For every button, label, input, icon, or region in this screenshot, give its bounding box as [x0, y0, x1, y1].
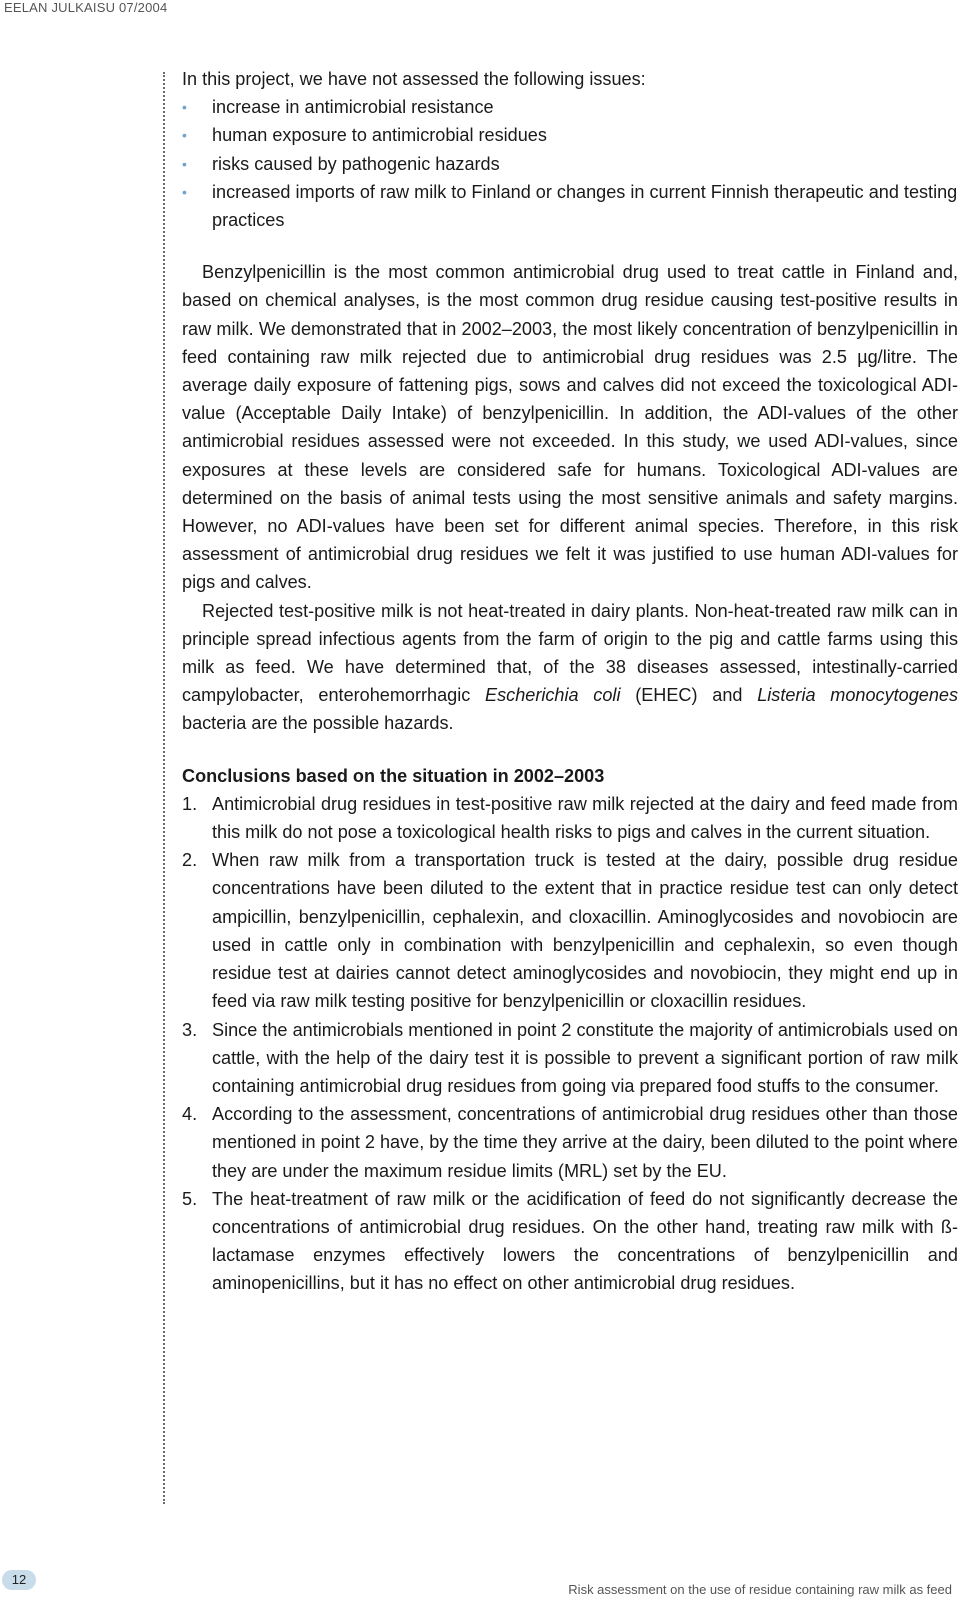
bullet-icon: •: [182, 155, 187, 172]
conclusions-heading: Conclusions based on the situation in 2002–2003: [182, 765, 605, 786]
running-footer: Risk assessment on the use of residue containing raw milk as feed: [568, 1582, 952, 1597]
conclusions-list: [182, 790, 958, 1298]
paragraph-benzylpenicillin: Benzylpenicillin is the most common antimicrobial drug used to treat cattle in Finland and, based on chemical analyses, is the most common drug residue causing test-positive results in raw milk. We demonstrated that in 2002–2003, the most likely concentration of benzylpenicillin in feed containing raw milk rejected due to antimicrobial drug residues was 2.5 µg/litre. The average daily exposure of fattening pigs, sows and calves did not exceed the toxicological ADI-value (Acceptable Daily Intake) of benzylpenicillin. In addition, the ADI-values of the other antimicrobial residues assessed were not exceeded. In this study, we used ADI-values, since exposures at these levels are considered safe for humans. Toxicological ADI-values are determined on the basis of animal tests using the most sensitive animals and safety margins. However, no ADI-values have been set for different animal species. Therefore, in this risk assessment of antimicrobial drug residues we felt it was justified to use human ADI-values for pigs and calves.: [182, 262, 958, 593]
species-name-ecoli: Escherichia coli: [485, 685, 621, 706]
item-number: 2.: [182, 850, 198, 871]
main-content: [182, 65, 958, 1298]
list-item-text: When raw milk from a transportation truck is tested at the dairy, possible drug residue concentrations have been diluted to the extent that in practice residue test can only detect ampicillin, benzylpenicillin, cephalexin, and cloxacillin. Aminoglycosides and novobiocin are used in cattle only in combination with benzylpenicillin and cephalexin, so even though residue test at dairies cannot detect aminoglycosides and novobiocin, they might end up in feed via raw milk testing positive for benzylpenicillin or cloxacillin residues.: [212, 850, 958, 1012]
list-item-text: risks caused by pathogenic hazards: [212, 153, 500, 174]
paragraph-text: (EHEC) and: [620, 685, 758, 706]
item-number: 1.: [182, 793, 198, 814]
bullet-icon: •: [182, 99, 187, 116]
running-header: EELAN JULKAISU 07/2004: [4, 0, 168, 15]
list-item-text: increase in antimicrobial resistance: [212, 97, 494, 118]
list-item: [182, 178, 958, 234]
paragraph-pathogens: [182, 597, 958, 738]
species-name-listeria: Listeria monocytogenes: [757, 685, 959, 706]
list-item-text: Antimicrobial drug residues in test-positive raw milk rejected at the dairy and feed made from this milk do not pose a toxicological health risks to pigs and calves in the current situation.: [212, 793, 958, 843]
item-number: 3.: [182, 1019, 198, 1040]
list-item-text: According to the assessment, concentrations of antimicrobial drug residues other than those mentioned in point 2 have, by the time they arrive at the dairy, been diluted to the point where they are under the maximum residue limits (MRL) set by the EU.: [212, 1104, 958, 1181]
list-item-text: The heat-treatment of raw milk or the acidification of feed do not significantly decrease the concentrations of antimicrobial drug residues. On the other hand, treating raw milk with ß-lactamase enzymes effectively lowers the concentrations of benzylpenicillin and aminopenicillins, but it has no effect on other antimicrobial drug residues.: [212, 1188, 958, 1294]
list-item-text: increased imports of raw milk to Finland or changes in current Finnish therapeutic and testing practices: [212, 181, 958, 231]
list-item-text: Since the antimicrobials mentioned in point 2 constitute the majority of antimicrobials used on cattle, with the help of the dairy test it is possible to prevent a significant portion of raw milk containing antimicrobial drug residues from going via prepared food stuffs to the consumer.: [212, 1019, 958, 1096]
list-item: [182, 1100, 958, 1185]
bullet-icon: •: [182, 127, 187, 144]
intro-text: In this project, we have not assessed the following issues:: [182, 69, 646, 89]
paragraph-text: Rejected test-positive milk is not heat-treated in dairy plants. Non-heat-treated raw milk can in principle spread infectious agents from the farm of origin to the pig and cattle farms using this milk as feed. We have determined that, of the 38 diseases assessed, intestinally-carried campylobacter, enterohemorrhagic: [182, 600, 958, 706]
list-item: [182, 1185, 958, 1298]
page-number-badge: 12: [2, 1570, 36, 1590]
list-item: [182, 790, 958, 846]
item-number: 5.: [182, 1188, 198, 1209]
list-item: [182, 1016, 958, 1101]
paragraph-text: bacteria are the possible hazards.: [182, 713, 454, 734]
list-item: [182, 93, 958, 121]
list-item: [182, 121, 958, 149]
dotted-margin-rule: [163, 72, 165, 1504]
bullet-icon: •: [182, 183, 187, 200]
list-item: [182, 150, 958, 178]
list-item: [182, 846, 958, 1015]
list-item-text: human exposure to antimicrobial residues: [212, 125, 547, 146]
issues-list: [182, 93, 958, 234]
item-number: 4.: [182, 1104, 198, 1125]
